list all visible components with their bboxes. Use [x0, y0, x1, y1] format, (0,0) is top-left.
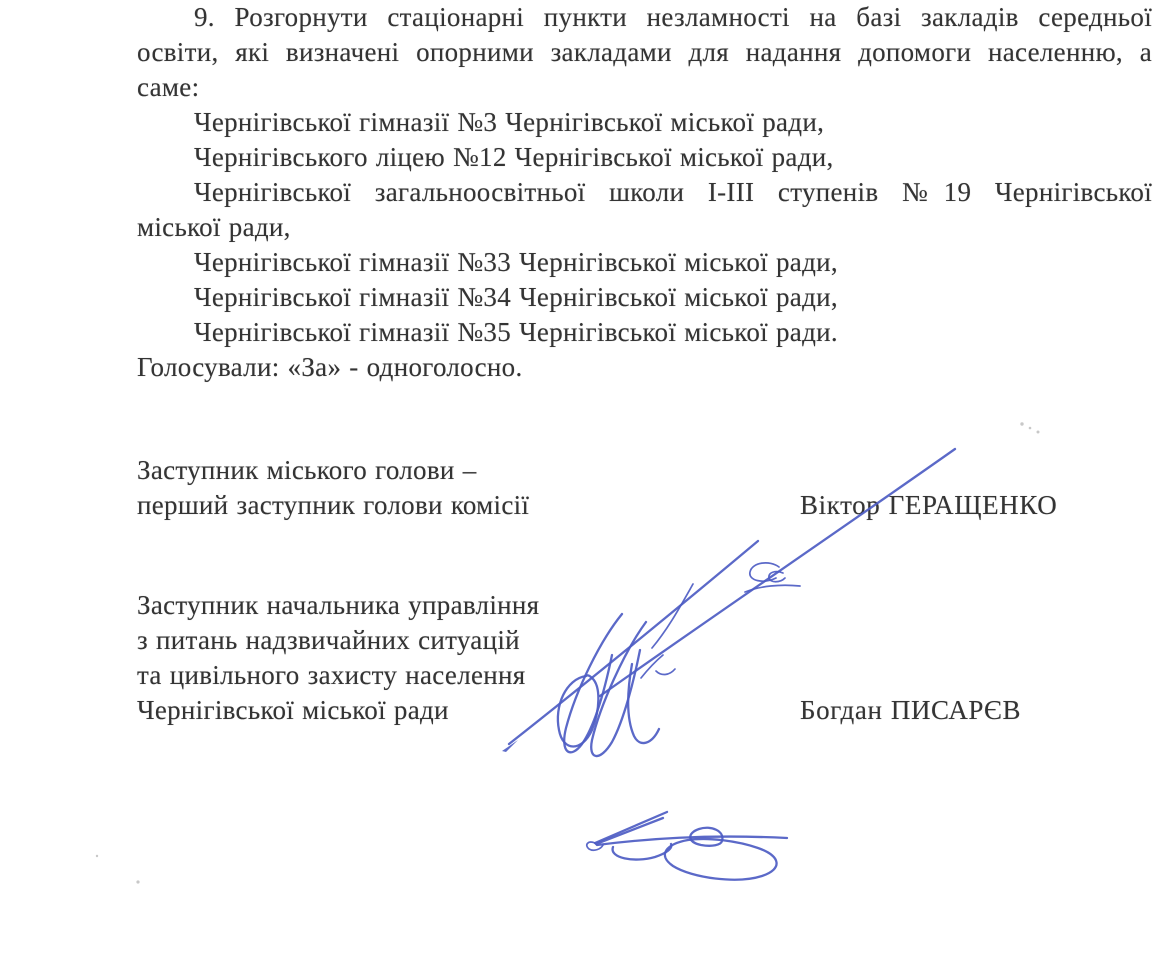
school-item: Чернігівської гімназії №35 Чернігівської міської ради. — [194, 317, 838, 347]
paragraph-9-line-1: 9. Розгорнути стаціонарні пункти незламності на базі закладів середньої — [194, 2, 1152, 32]
paragraph-9-line-3: саме: — [137, 72, 200, 102]
school-item: Чернігівського ліцею №12 Чернігівської міської ради, — [194, 142, 834, 172]
signatory-title-line: Заступник начальника управління — [137, 590, 540, 620]
vote-result-line: Голосували: «За» - одноголосно. — [137, 352, 523, 382]
signatory-title-line: з питань надзвичайних ситуацій — [137, 625, 520, 655]
paragraph-9-line-2: освіти, які визначені опорними закладами для надання допомоги населенню, а — [137, 37, 1152, 67]
schools-list — [137, 105, 1152, 350]
signatory-name: Віктор ГЕРАЩЕНКО — [800, 490, 1058, 520]
signature-block-deputy-mayor — [137, 453, 1152, 523]
signatory-title-line: Заступник міського голови – — [137, 455, 477, 485]
school-item: Чернігівської гімназії №33 Чернігівської міської ради, — [194, 247, 838, 277]
signature-2-handwriting — [587, 812, 787, 880]
school-item: Чернігівської гімназії №3 Чернігівської міської ради, — [194, 107, 825, 137]
signatory-title-line: Чернігівської міської ради — [137, 695, 449, 725]
school-item: Чернігівської загальноосвітньої школи І-ІІІ ступенів №19 Чернігівської — [194, 177, 1152, 207]
school-item: Чернігівської гімназії №34 Чернігівської міської ради, — [194, 282, 838, 312]
signatory-title-line: та цивільного захисту населення — [137, 660, 526, 690]
document-body — [137, 0, 1152, 728]
signatory-title-line: перший заступник голови комісії — [137, 490, 530, 520]
school-item-continuation: міської ради, — [137, 212, 291, 242]
signatory-name: Богдан ПИСАРЄВ — [800, 695, 1022, 725]
signature-block-emergency-chief — [137, 588, 1152, 728]
